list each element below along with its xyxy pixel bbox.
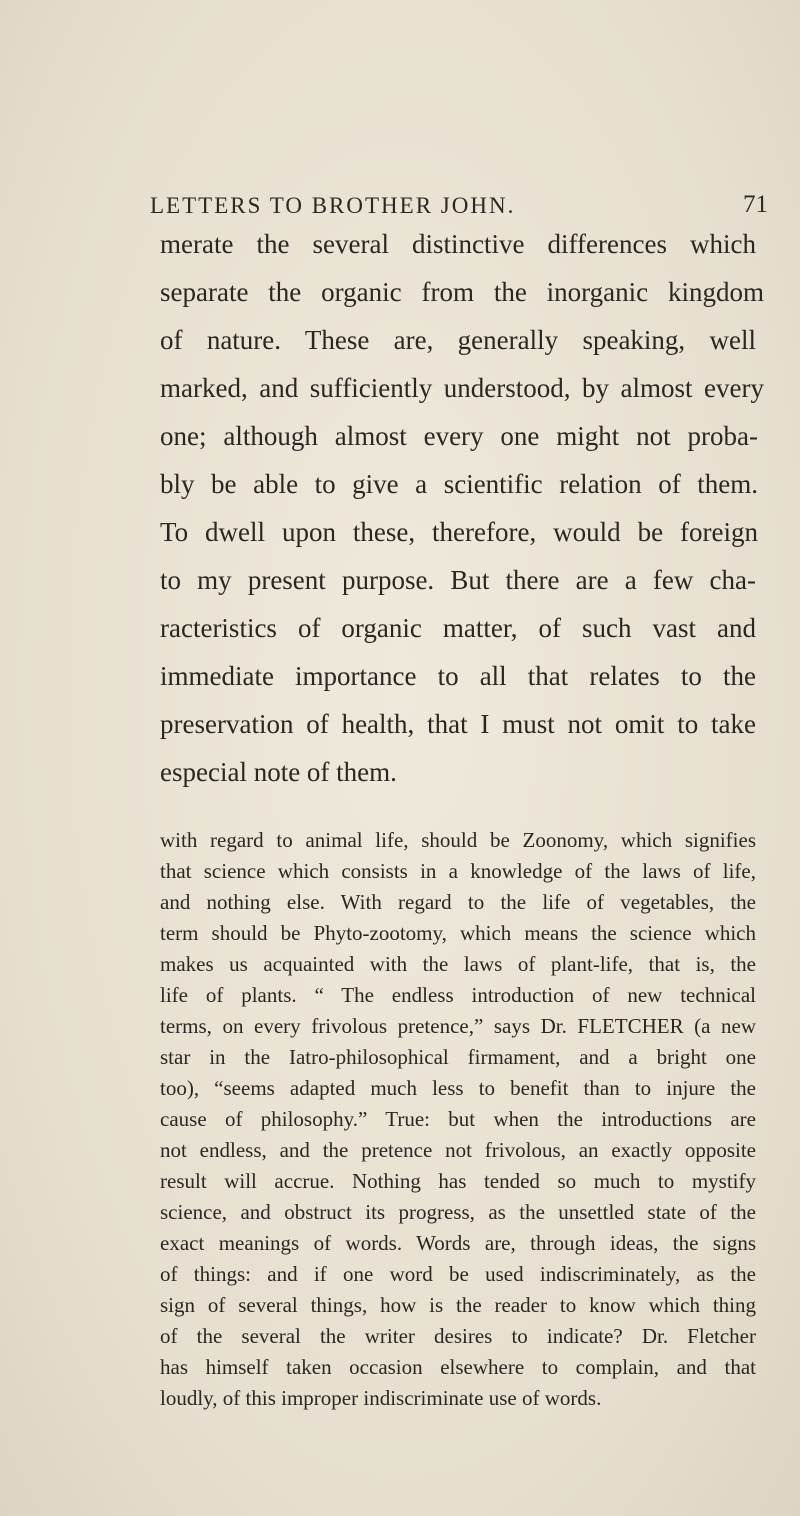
note-line-12: result will accrue. Nothing has tended so much to mystify: [160, 1169, 756, 1193]
main-line-7: To dwell upon these, therefore, would be foreign: [160, 517, 758, 547]
note-line-6: life of plants. “ The endless introduction of new technical: [160, 983, 756, 1007]
note-line-17: of the several the writer desires to indicate? Dr. Fletcher: [160, 1324, 756, 1348]
note-line-11: not endless, and the pretence not frivolous, an exactly opposite: [160, 1138, 756, 1162]
main-line-3: of nature. These are, generally speaking, well: [160, 325, 756, 355]
note-line-16: sign of several things, how is the reader to know which thing: [160, 1293, 756, 1317]
main-line-6: bly be able to give a scientific relation of them.: [160, 469, 758, 499]
note-line-5: makes us acquainted with the laws of plant-life, that is, the: [160, 952, 756, 976]
main-line-10: immediate importance to all that relates to the: [160, 661, 756, 691]
running-head: [150, 193, 770, 223]
main-line-4: marked, and sufficiently understood, by almost every: [160, 373, 764, 403]
note-line-18: has himself taken occasion elsewhere to complain, and that: [160, 1355, 756, 1379]
note-line-10: cause of philosophy.” True: but when the introductions are: [160, 1107, 756, 1131]
note-line-4: term should be Phyto-zootomy, which means the science which: [160, 921, 756, 945]
main-line-11: preservation of health, that I must not omit to take: [160, 709, 756, 739]
note-line-7: terms, on every frivolous pretence,” says Dr. FLETCHER (a new: [160, 1014, 756, 1038]
note-line-8: star in the Iatro-philosophical firmament, and a bright one: [160, 1045, 756, 1069]
main-line-5: one; although almost every one might not proba-: [160, 421, 758, 451]
main-line-8: to my present purpose. But there are a few cha-: [160, 565, 756, 595]
note-line-1: with regard to animal life, should be Zoonomy, which signifies: [160, 828, 756, 852]
main-line-12: especial note of them.: [160, 757, 397, 787]
note-line-14: exact meanings of words. Words are, through ideas, the signs: [160, 1231, 756, 1255]
note-line-2: that science which consists in a knowledge of the laws of life,: [160, 859, 756, 883]
main-line-1: merate the several distinctive differences which: [160, 229, 756, 259]
note-line-9: too), “seems adapted much less to benefit than to injure the: [160, 1076, 756, 1100]
main-line-2: separate the organic from the inorganic kingdom: [160, 277, 764, 307]
note-line-13: science, and obstruct its progress, as the unsettled state of the: [160, 1200, 756, 1224]
note-line-19: loudly, of this improper indiscriminate use of words.: [160, 1386, 602, 1410]
main-line-9: racteristics of organic matter, of such vast and: [160, 613, 756, 643]
note-line-15: of things: and if one word be used indiscriminately, as the: [160, 1262, 756, 1286]
page-number: 71: [743, 191, 768, 218]
running-title: LETTERS TO BROTHER JOHN.: [150, 193, 516, 218]
note-line-3: and nothing else. With regard to the life of vegetables, the: [160, 890, 756, 914]
